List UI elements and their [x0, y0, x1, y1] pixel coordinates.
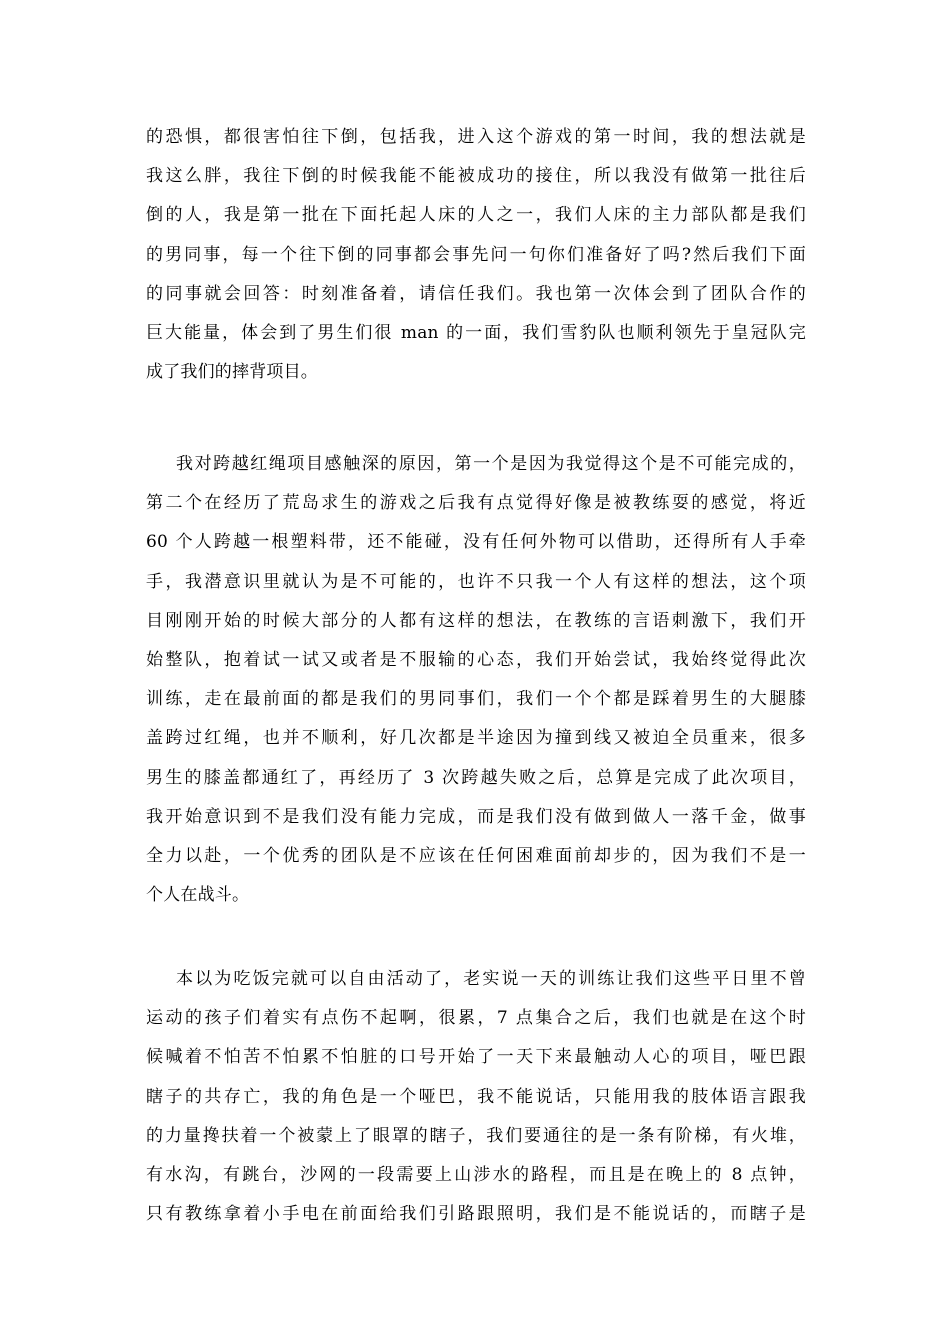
text-line: 倒的人，我是第一批在下面托起人床的人之一，我们人床的主力部队都是我们	[146, 205, 806, 226]
text-line: 我对跨越红绳项目感触深的原因，第一个是因为我觉得这个是不可能完成的，	[176, 454, 806, 474]
text-line: 候喊着不怕苦不怕累不怕脏的口号开始了一天下来最触动人心的项目，哑巴跟	[146, 1047, 806, 1068]
text-line: 男生的膝盖都通红了，再经历了 3 次跨越失败之后，总算是完成了此次项目，	[146, 767, 806, 788]
text-line: 的恐惧，都很害怕往下倒，包括我，进入这个游戏的第一时间，我的想法就是	[146, 127, 806, 147]
text-line: 全力以赴，一个优秀的团队是不应该在任何困难面前却步的，因为我们不是一	[146, 845, 806, 866]
paragraph-1	[146, 118, 806, 392]
text-line: 的男同事，每一个往下倒的同事都会事先问一句你们准备好了吗?然后我们下面	[146, 244, 806, 265]
text-line: 巨大能量，体会到了男生们很 man 的一面，我们雪豹队也顺利领先于皇冠队完	[146, 322, 806, 343]
text-line: 的力量搀扶着一个被蒙上了眼罩的瞎子，我们要通往的是一条有阶梯，有火堆，	[146, 1125, 806, 1146]
text-line: 运动的孩子们着实有点伤不起啊，很累，7 点集合之后，我们也就是在这个时	[146, 1008, 806, 1029]
text-line: 的同事就会回答：时刻准备着，请信任我们。我也第一次体会到了团队合作的	[146, 283, 806, 304]
text-line: 手，我潜意识里就认为是不可能的，也许不只我一个人有这样的想法，这个项	[146, 571, 806, 592]
text-line: 只有教练拿着小手电在前面给我们引路跟照明，我们是不能说话的，而瞎子是	[146, 1204, 806, 1225]
paragraph-2	[146, 445, 806, 915]
text-line: 个人在战斗。	[146, 885, 250, 906]
text-line: 第二个在经历了荒岛求生的游戏之后我有点觉得好像是被教练耍的感觉，将近	[146, 493, 806, 514]
text-line: 瞎子的共存亡，我的角色是一个哑巴，我不能说话，只能用我的肢体语言跟我	[146, 1086, 806, 1107]
text-line: 始整队，抱着试一试又或者是不服输的心态，我们开始尝试，我始终觉得此次	[146, 649, 806, 670]
text-line: 成了我们的摔背项目。	[146, 362, 318, 383]
text-line: 60 个人跨越一根塑料带，还不能碰，没有任何外物可以借助，还得所有人手牵	[146, 532, 806, 553]
text-line: 本以为吃饭完就可以自由活动了，老实说一天的训练让我们这些平日里不曾	[176, 969, 806, 989]
text-line: 我这么胖，我往下倒的时候我能不能被成功的接住，所以我没有做第一批往后	[146, 166, 806, 187]
text-line: 盖跨过红绳，也并不顺利，好几次都是半途因为撞到线又被迫全员重来，很多	[146, 728, 806, 749]
paragraph-3	[146, 960, 806, 1234]
text-line: 有水沟，有跳台，沙网的一段需要上山涉水的路程，而且是在晚上的 8 点钟，	[146, 1164, 806, 1185]
text-line: 目刚刚开始的时候大部分的人都有这样的想法，在教练的言语刺激下，我们开	[146, 610, 806, 631]
text-line: 我开始意识到不是我们没有能力完成，而是我们没有做到做人一落千金，做事	[146, 806, 806, 827]
text-line: 训练，走在最前面的都是我们的男同事们，我们一个个都是踩着男生的大腿膝	[146, 689, 806, 710]
